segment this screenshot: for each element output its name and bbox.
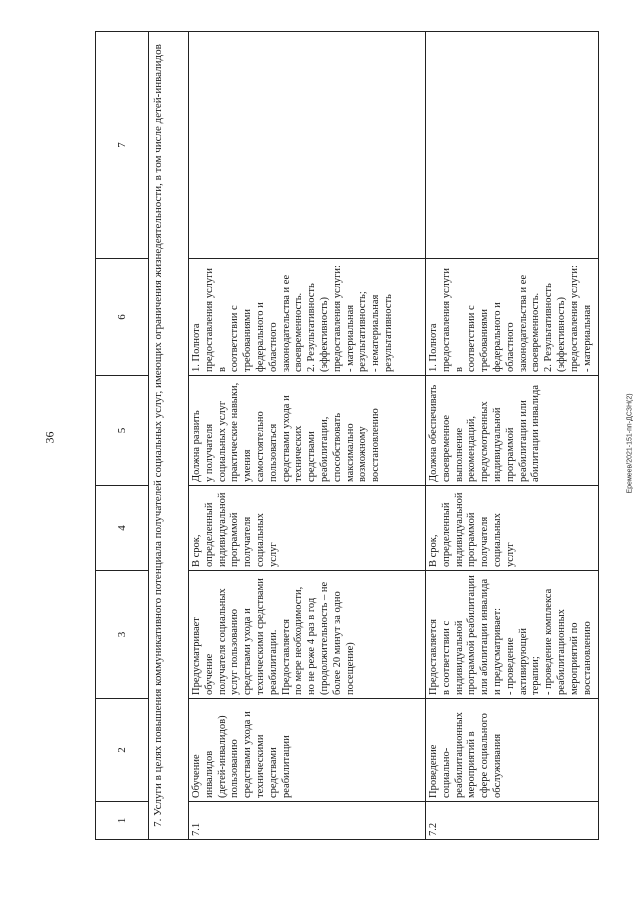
header-cell: 2 [96, 699, 149, 802]
service-norms: Должна обеспечивать своевременное выполнение рекомендаций, предусмотренных индивидуальной программой реабилитации или абилитации инвалида [426, 376, 599, 486]
header-cell: 5 [96, 376, 149, 486]
service-norms: Должна развить у получателя социальных услуг практические навыки, умения самостоятельно пользоваться средствами ухода и технических средствами реабилитации, способствовать максимально возможному восстановлению [189, 376, 426, 486]
rotated-table-wrapper [95, 32, 595, 840]
section-row [149, 32, 189, 840]
document-code: Еремеев/2021-151-пп-ДСЗН(2) [626, 393, 634, 494]
header-cell: 4 [96, 486, 149, 571]
table-row [426, 32, 599, 840]
section-title: 7. Услуги в целях повышения коммуникативного потенциала получателей социальных услуг, имеющих ограничения жизнедеятельности, в том числе детей-инвалидов [149, 32, 189, 840]
header-cell: 3 [96, 571, 149, 699]
header-cell: 6 [96, 259, 149, 376]
service-name: Проведение социально- реабилитационных мероприятий в сфере социального обслуживания [426, 699, 599, 802]
page-number: 36 [42, 431, 57, 444]
table-header-row [96, 32, 149, 840]
header-cell: 1 [96, 802, 149, 840]
service-quality: 1. Полнота предоставления услуги в соответствии с требованиями федерального и областного законодательства и ее своевременность. 2. Результативность (эффективность) предоставления услуги: - материальная результативность; - нематериальная результативность [189, 259, 426, 376]
service-extra [189, 32, 426, 259]
service-name: Обучение инвалидов (детей-инвалидов) пользованию средствами ухода и техническими средствами реабилитации [189, 699, 426, 802]
service-term: В срок, определенный индивидуальной программой получателя социальных услуг [426, 486, 599, 571]
service-quality: 1. Полнота предоставления услуги в соответствии с требованиями федерального и областного законодательства и ее своевременность. 2. Результативность (эффективность) предоставления услуги: - материальная [426, 259, 599, 376]
service-description: Предусматривает обучение получателя социальных услуг пользованию средствами ухода и техническими средствами реабилитации. Предоставляется по мере необходимости, но не реже 4 раз в год (продолжительность – не более 20 минут за одно посещение) [189, 571, 426, 699]
service-extra [426, 32, 599, 259]
service-term: В срок, определенный индивидуальной программой получателя социальных услуг [189, 486, 426, 571]
services-table [95, 31, 599, 840]
row-number: 7.1 [189, 802, 426, 840]
row-number: 7.2 [426, 802, 599, 840]
service-description: Предоставляется в соответствии с индивидуальной программой реабилитации или абилитации инвалида и предусматривает: - проведение активирующей терапии; - проведение комплекса реабилитационных мероприятий по восстановлению [426, 571, 599, 699]
table-row [189, 32, 426, 840]
header-cell: 7 [96, 32, 149, 259]
